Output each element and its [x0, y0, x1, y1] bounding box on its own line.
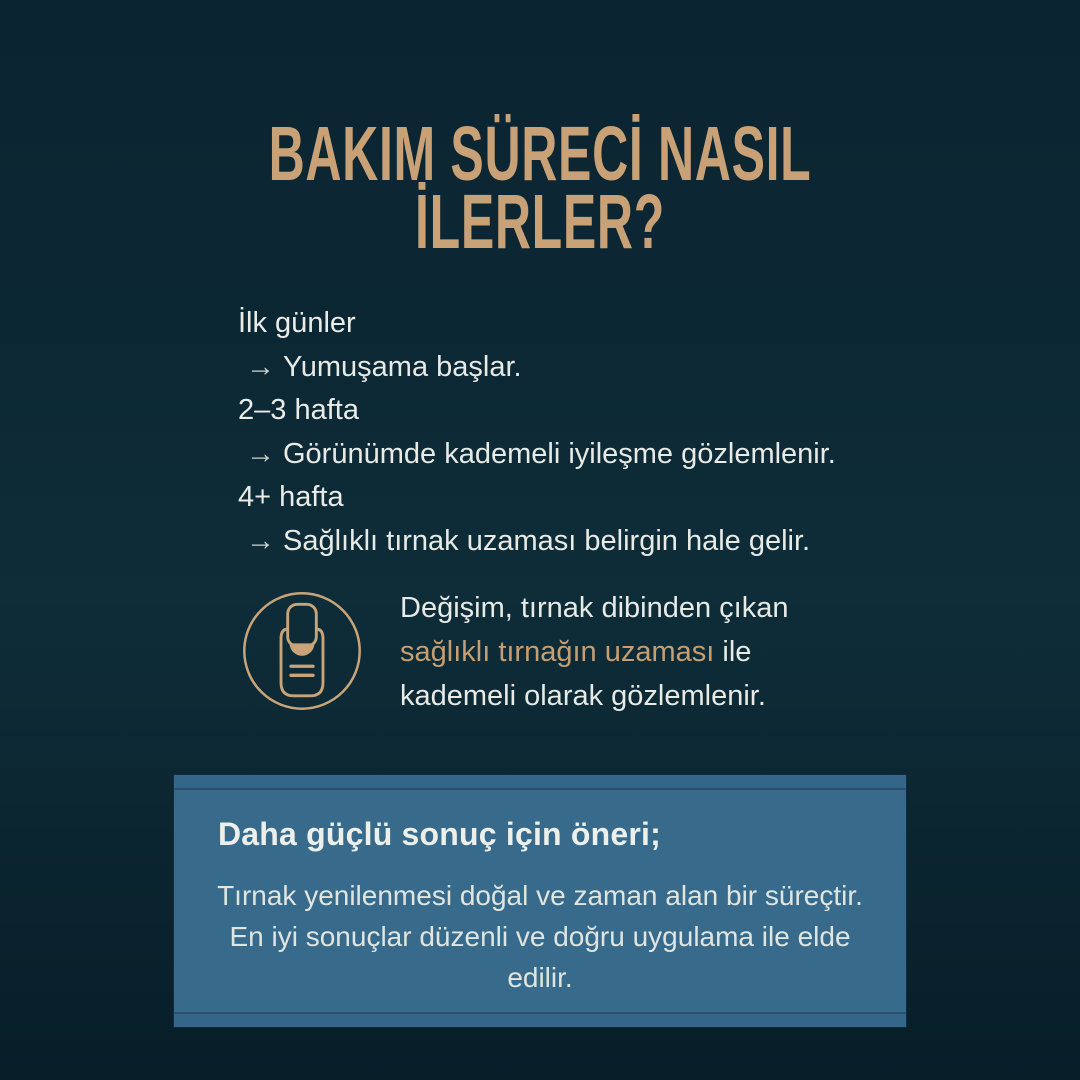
timeline-stage-label: 2–3 hafta	[238, 394, 359, 426]
right-arrow-icon: →	[246, 437, 275, 470]
right-arrow-icon: →	[246, 350, 275, 383]
care-timeline	[238, 302, 836, 563]
timeline-stage-detail-text: Sağlıklı tırnak uzaması belirgin hale gelir.	[283, 524, 811, 557]
nail-icon	[240, 589, 364, 713]
timeline-stage-label: 4+ hafta	[238, 481, 344, 513]
timeline-stage-detail	[238, 520, 836, 564]
timeline-stage-detail	[238, 433, 836, 477]
page-title-line1: BAKIM SÜRECİ NASIL	[268, 111, 812, 197]
advice-box-inner	[174, 788, 906, 1014]
timeline-stage-detail-text: Yumuşama başlar.	[283, 350, 522, 383]
advice-line: En iyi sonuçlar düzenli ve doğru uygulama ile elde edilir.	[229, 921, 851, 993]
page-title-line2: İLERLER?	[415, 179, 665, 265]
note-section	[240, 586, 800, 718]
advice-heading: Daha güçlü sonuç için öneri;	[218, 816, 661, 852]
page-title	[189, 111, 891, 265]
timeline-stage-detail	[238, 346, 836, 390]
note-highlight: sağlıklı tırnağın uzaması	[400, 636, 715, 668]
note-paragraph	[400, 586, 800, 718]
timeline-stage-label: İlk günler	[238, 307, 356, 339]
advice-line: Tırnak yenilenmesi doğal ve zaman alan bir süreçtir.	[217, 880, 863, 911]
note-post: ile kademeli olarak gözlemlenir.	[400, 636, 766, 712]
note-pre: Değişim, tırnak dibinden çıkan	[400, 592, 789, 624]
timeline-stage-detail-text: Görünümde kademeli iyileşme gözlemlenir.	[283, 437, 836, 470]
right-arrow-icon: →	[246, 524, 275, 557]
advice-box	[173, 774, 907, 1028]
